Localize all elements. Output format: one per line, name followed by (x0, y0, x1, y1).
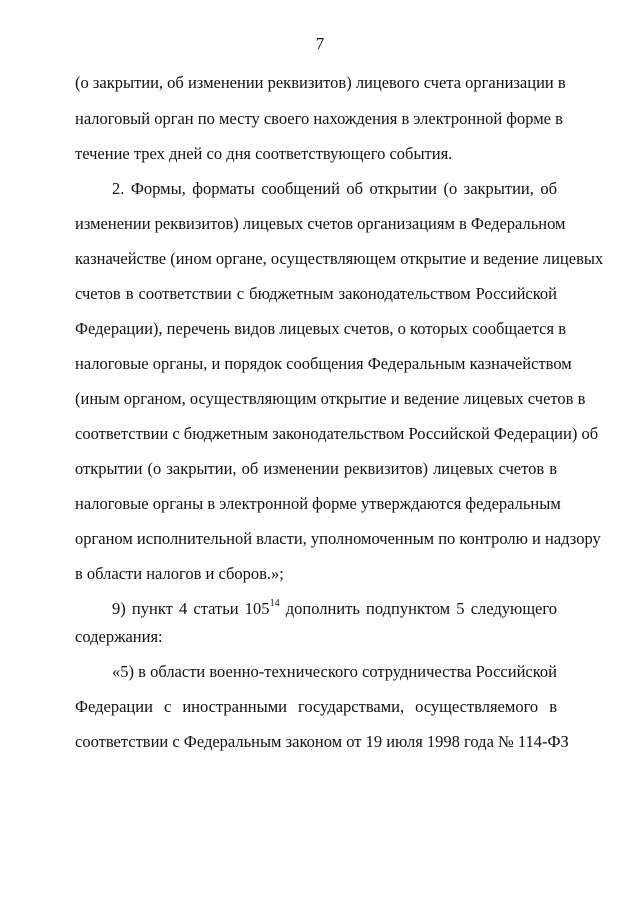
page-number: 7 (315, 34, 325, 53)
text-line: течение трех дней со дня соответствующего события. (75, 144, 453, 163)
superscript: 14 (269, 597, 280, 609)
text-line: соответствии с бюджетным законодательством Российской Федерации) об (75, 424, 599, 443)
text-line: (о закрытии, об изменении реквизитов) лицевого счета организации в (75, 73, 566, 92)
text-line: органом исполнительной власти, уполномоченным по контролю и надзору (75, 529, 601, 548)
text-line-with-superscript (112, 599, 557, 619)
text-line: счетов в соответствии с бюджетным законодательством Российской (75, 284, 557, 303)
text-line: налоговые органы, и порядок сообщения Федеральным казначейством (75, 354, 572, 373)
text-line: казначействе (ином органе, осуществляющем открытие и ведение лицевых (75, 249, 604, 268)
text-line: изменении реквизитов) лицевых счетов организациям в Федеральном (75, 214, 566, 233)
text-segment: дополнить подпунктом 5 следующего (279, 599, 557, 618)
text-line: содержания: (75, 627, 163, 646)
text-line: 2. Формы, форматы сообщений об открытии (о закрытии, об (112, 179, 557, 198)
text-line: «5) в области военно-технического сотрудничества Российской (112, 662, 557, 681)
text-line: (иным органом, осуществляющим открытие и ведение лицевых счетов в (75, 389, 586, 408)
text-line: в области налогов и сборов.»; (75, 564, 284, 583)
text-line: Федерации с иностранными государствами, осуществляемого в (75, 697, 557, 716)
text-line: налоговый орган по месту своего нахождения в электронной форме в (75, 109, 563, 128)
text-line: открытии (о закрытии, об изменении реквизитов) лицевых счетов в (75, 459, 557, 478)
text-line: налоговые органы в электронной форме утверждаются федеральным (75, 494, 561, 513)
text-line: соответствии с Федеральным законом от 19 июля 1998 года № 114-ФЗ (75, 732, 569, 751)
text-line: Федерации), перечень видов лицевых счетов, о которых сообщается в (75, 319, 566, 338)
text-segment: 9) пункт 4 статьи 105 (112, 599, 270, 618)
